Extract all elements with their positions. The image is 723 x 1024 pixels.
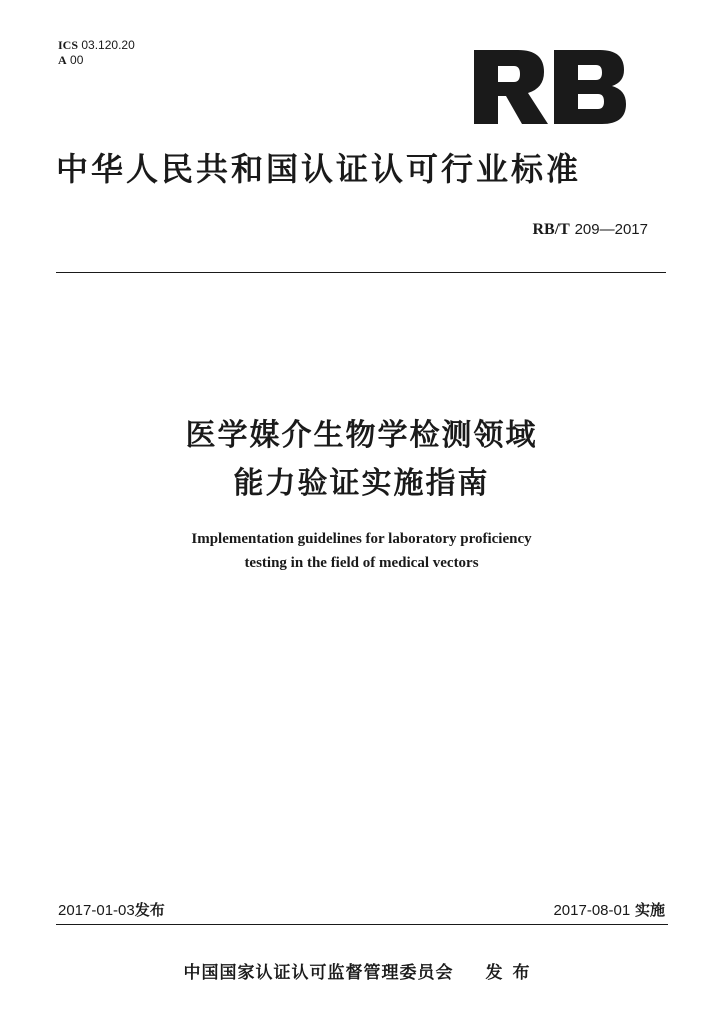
ccs-letter: A — [58, 53, 67, 67]
classification-codes — [58, 38, 135, 68]
implementation-date — [553, 900, 665, 921]
issue-date-word: 发布 — [134, 901, 165, 919]
title-english-line1: Implementation guidelines for laboratory proficiency — [191, 531, 532, 547]
issuer — [0, 960, 723, 986]
standard-number — [532, 218, 648, 241]
implementation-date-word: 实施 — [634, 901, 665, 919]
ics-label: ICS — [58, 38, 79, 52]
title-chinese-line1: 医学媒介生物学检测领域 — [185, 418, 538, 453]
top-divider — [56, 272, 666, 273]
ccs-line — [58, 53, 135, 68]
ics-line — [58, 38, 135, 53]
title-english-line2: testing in the field of medical vectors — [244, 555, 479, 571]
bottom-divider — [56, 924, 668, 925]
issue-date — [58, 900, 165, 921]
issuer-organization: 中国国家认证认可监督管理委员会 — [183, 963, 454, 983]
standard-prefix: RB/T — [532, 221, 570, 238]
standard-code: 209—2017 — [574, 221, 648, 238]
title-chinese-line2: 能力验证实施指南 — [233, 466, 490, 501]
issuer-publish-word: 发布 — [485, 963, 540, 983]
ccs-code: 00 — [70, 53, 84, 67]
standard-type-header: 中华人民共和国认证认可行业标准 — [56, 150, 582, 188]
implementation-date-value: 2017-08-01 — [553, 902, 631, 919]
ics-code: 03.120.20 — [81, 38, 135, 52]
issue-date-value: 2017-01-03 — [58, 902, 135, 919]
title-chinese — [0, 412, 723, 508]
rb-logo — [470, 46, 630, 128]
title-english — [0, 527, 723, 575]
